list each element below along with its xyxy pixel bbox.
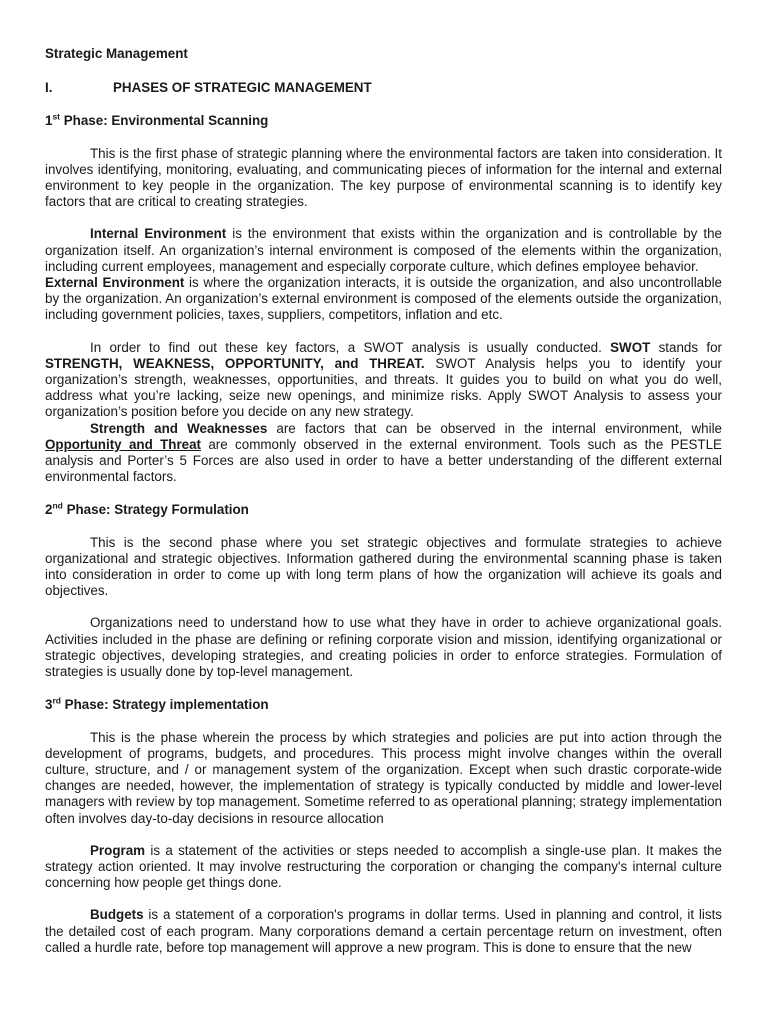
budgets-term: Budgets — [90, 907, 144, 923]
swot-stands-text: stands for — [650, 339, 722, 355]
program-paragraph — [45, 843, 722, 892]
phase-2-heading — [45, 502, 722, 518]
document-page — [45, 46, 722, 956]
phase-2-number: 2 — [45, 502, 53, 518]
phase-2-paragraph-1: This is the second phase where you set strategic objectives and formulate strategies to achieve organizational and strategic objectives. Information gathered during the environmental scanning phase is taken into consideration in order to come up with long term plans of how the organization will achieve its goals and objectives. — [45, 534, 722, 599]
phase-3-heading — [45, 697, 722, 713]
program-term: Program — [90, 842, 146, 858]
phase-1-paragraph-1: This is the first phase of strategic planning where the environmental factors are taken into consideration. It involves identifying, monitoring, evaluating, and communicating pieces of information for the internal and external environment to key people in the organization. The key purpose of environmental scanning is to identify key factors that are critical to creating strategies. — [45, 145, 722, 210]
opportunity-threat-term: Opportunity and Threat — [45, 436, 202, 452]
phase-2-title: Phase: Strategy Formulation — [62, 502, 249, 518]
phase-3-title: Phase: Strategy implementation — [60, 697, 269, 713]
internal-environment-text: is the environment that exists within the organization and is controllable by the organization itself. An organization’s internal environment is composed of the elements within the organization, including current employees, management and especially corporate culture, which defines employee behavior. — [45, 226, 722, 274]
phase-3-number: 3 — [45, 697, 53, 713]
phase-3-paragraph-1: This is the phase wherein the process by which strategies and policies are put into action through the development of programs, budgets, and procedures. This process might involve changes within the overall culture, structure, and / or management system of the organization. Except when such drastic corporate-wide changes are needed, however, the implementation of strategy is typically conducted by middle and lower-level managers with review by top management. Sometime referred to as operational planning; strategy implementation often involves day-to-day decisions in resource allocation — [45, 729, 722, 826]
swot-lead-text: In order to find out these key factors, a SWOT analysis is usually conducted. — [90, 339, 611, 355]
internal-environment-paragraph — [45, 226, 722, 275]
section-number: I. — [45, 80, 53, 96]
swot-rest-text: SWOT Analysis helps you to identify your organization’s strength, weaknesses, opportunities, and threats. It guides you to build on what you do well, address what you’re lacking, seize new openings, and minimize risks. Apply SWOT Analysis to assess your organization’s position before you decide on any new strategy. — [45, 355, 722, 420]
external-environment-text: is where the organization interacts, it is outside the organization, and also uncontrollable by the organization. An organization’s external environment is composed of the elements outside the organization, including government policies, taxes, suppliers, competitors, inflation and etc. — [45, 275, 722, 323]
swot-paragraph — [45, 340, 722, 421]
strength-weakness-paragraph — [45, 421, 722, 486]
phase-2-ordinal: nd — [52, 501, 63, 511]
external-environment-paragraph — [45, 275, 722, 324]
budgets-paragraph — [45, 907, 722, 956]
phase-1-heading — [45, 113, 722, 129]
section-heading — [45, 80, 722, 96]
swot-expansion: STRENGTH, WEAKNESS, OPPORTUNITY, and THREAT. — [45, 355, 425, 371]
phase-2-paragraph-2: Organizations need to understand how to use what they have in order to achieve organizational goals. Activities included in the phase are defining or refining corporate vision and mission, identifying organizational or strategic objectives, developing strategies, and creating policies in order to enforce strategies. Formulation of strategies is usually done by top-level management. — [45, 615, 722, 680]
opportunity-threat-text: are commonly observed in the external environment. Tools such as the PESTLE analysis and Porter’s 5 Forces are also used in order to have a better understanding of the different external environmental factors. — [45, 436, 722, 485]
phase-3-ordinal: rd — [52, 695, 61, 706]
strength-weakness-term: Strength and Weaknesses — [90, 420, 268, 436]
program-text: is a statement of the activities or steps needed to accomplish a single-use plan. It makes the strategy action oriented. It may involve restructuring the corporation or changing the company's internal culture concerning how people get things done. — [45, 842, 722, 891]
phase-1-number: 1 — [45, 113, 53, 129]
external-environment-term: External Environment — [45, 275, 185, 291]
strength-weakness-text: are factors that can be observed in the internal environment, while — [267, 420, 722, 436]
budgets-text: is a statement of a corporation's programs in dollar terms. Used in planning and control, it lists the detailed cost of each program. Many corporations demand a certain percentage return on investment, often called a hurdle rate, before top management will approve a new program. This is done to ensure that the new — [45, 907, 722, 955]
document-title: Strategic Management — [45, 46, 188, 61]
phase-1-ordinal: st — [52, 111, 61, 122]
phase-1-title: Phase: Environmental Scanning — [60, 113, 269, 129]
section-title: PHASES OF STRATEGIC MANAGEMENT — [113, 80, 372, 96]
internal-environment-term: Internal Environment — [90, 226, 227, 242]
swot-term: SWOT — [610, 339, 651, 355]
